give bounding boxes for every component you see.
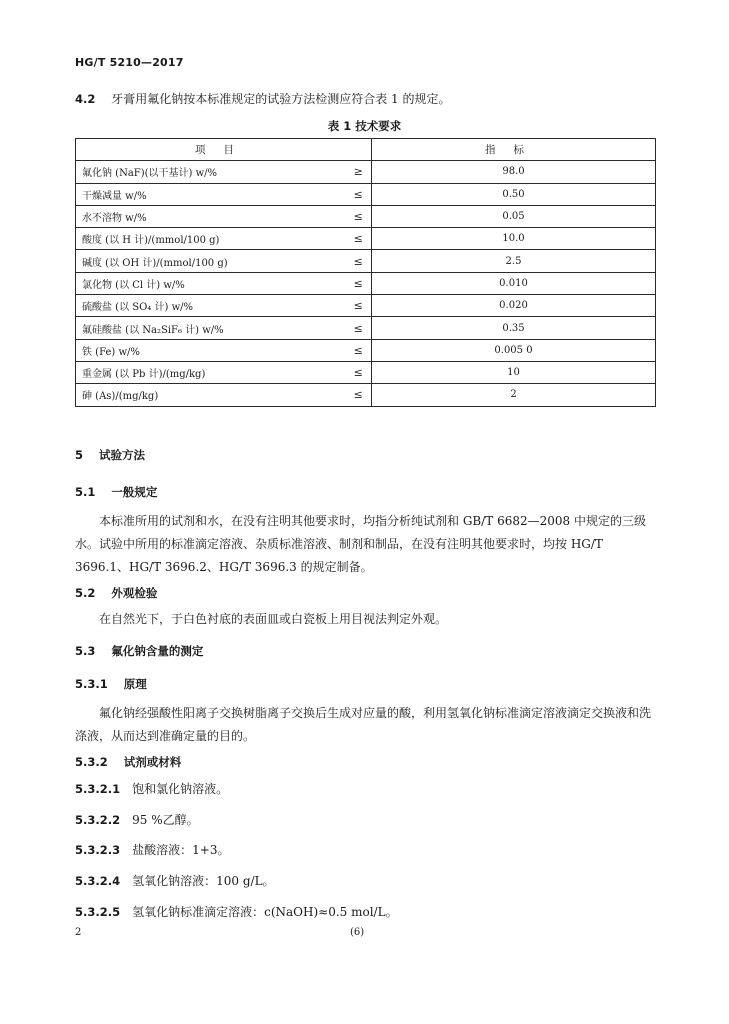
row-item-name: 氯化物 (以 Cl 计) w/%: [76, 272, 346, 294]
row-comparator: ≥: [346, 161, 372, 183]
table-row: [76, 250, 656, 272]
row-comparator: ≤: [346, 205, 372, 227]
row-comparator: ≤: [346, 183, 372, 205]
table-row: [76, 183, 656, 205]
row-item-name: 砷 (As)/(mg/kg): [76, 384, 346, 406]
clause-number: 4.2: [75, 92, 96, 106]
section-5-2-heading: [75, 585, 157, 601]
row-value: 0.35: [372, 317, 656, 339]
section-5-1-body: 本标准所用的试剂和水，在没有注明其他要求时，均指分析纯试剂和 GB/T 6682—2008 中规定的三级水。试验中所用的标准滴定溶液、杂质标准溶液、制剂和制品，在没有注明其他要求时，均按 HG/T 3696.1、HG/T 3696.2、HG/T 3696.3 的规定制备。: [75, 514, 646, 574]
table-row: [76, 228, 656, 250]
section-title: 外观检验: [111, 586, 158, 600]
row-value: 0.010: [372, 272, 656, 294]
row-comparator: ≤: [346, 295, 372, 317]
reagent-item: [75, 872, 275, 889]
row-comparator: ≤: [346, 228, 372, 250]
row-value: 0.005 0: [372, 339, 656, 361]
section-title: 试剂或材料: [123, 755, 182, 769]
reagent-text: 饱和氯化钠溶液。: [132, 782, 229, 796]
clause-4-2: [75, 90, 450, 107]
reagent-number: 5.3.2.4: [75, 874, 121, 888]
section-number: 5.1: [75, 485, 96, 499]
row-comparator: ≤: [346, 272, 372, 294]
section-number: 5.3.1: [75, 677, 108, 691]
reagent-text: 95 %乙醇。: [132, 813, 199, 827]
section-number: 5.2: [75, 586, 96, 600]
table-row: [76, 205, 656, 227]
row-value: 2.5: [372, 250, 656, 272]
row-item-name: 氟硅酸盐 (以 Na₂SiF₆ 计) w/%: [76, 317, 346, 339]
section-title: 试验方法: [99, 448, 146, 462]
section-5-1-heading: [75, 484, 157, 500]
section-5-3-1-heading: [75, 676, 147, 692]
section-number: 5: [75, 448, 84, 462]
reagent-number: 5.3.2.3: [75, 843, 121, 857]
section-5-3-1-body: 氟化钠经强酸性阳离子交换树脂离子交换后生成对应量的酸，利用氢氧化钠标准滴定溶液滴定交换液和洗涤液，从而达到准确定量的目的。: [75, 706, 652, 743]
reagent-item: [75, 903, 398, 920]
clause-text: 牙膏用氟化钠按本标准规定的试验方法检测应符合表 1 的规定。: [111, 92, 451, 106]
row-value: 0.020: [372, 295, 656, 317]
section-number: 5.3.2: [75, 755, 108, 769]
row-value: 10.0: [372, 228, 656, 250]
reagent-text: 氢氧化钠标准滴定溶液：c(NaOH)≈0.5 mol/L。: [132, 905, 398, 919]
row-item-name: 硫酸盐 (以 SO₄ 计) w/%: [76, 295, 346, 317]
table-row: [76, 361, 656, 383]
table-row: [76, 295, 656, 317]
table-body: [76, 161, 656, 406]
header-item: 项目: [76, 139, 372, 161]
reagent-item: [75, 841, 229, 858]
table-caption: 表 1 技术要求: [327, 119, 402, 133]
row-value: 0.50: [372, 183, 656, 205]
table-header-row: [76, 139, 656, 161]
row-comparator: ≤: [346, 361, 372, 383]
row-item-name: 水不溶物 w/%: [76, 205, 346, 227]
table-row: [76, 317, 656, 339]
reagent-text: 氢氧化钠溶液：100 g/L。: [132, 874, 275, 888]
page-number: 2: [75, 927, 82, 938]
row-comparator: ≤: [346, 384, 372, 406]
table-row: [76, 161, 656, 183]
section-title: 一般规定: [111, 485, 158, 499]
standard-code-header: HG/T 5210—2017: [75, 56, 184, 69]
row-value: 98.0: [372, 161, 656, 183]
row-item-name: 重金属 (以 Pb 计)/(mg/kg): [76, 361, 346, 383]
section-title: 氟化钠含量的测定: [111, 644, 204, 658]
row-value: 10: [372, 361, 656, 383]
reagent-number: 5.3.2.1: [75, 782, 121, 796]
row-item-name: 干燥减量 w/%: [76, 183, 346, 205]
table-row: [76, 339, 656, 361]
section-5-2-body: 在自然光下，于白色衬底的表面皿或白瓷板上用目视法判定外观。: [99, 612, 448, 626]
row-comparator: ≤: [346, 250, 372, 272]
reagent-text: 盐酸溶液：1+3。: [132, 843, 230, 857]
row-value: 2: [372, 384, 656, 406]
page-center-mark: (6): [350, 927, 365, 938]
row-value: 0.05: [372, 205, 656, 227]
row-item-name: 酸度 (以 H 计)/(mmol/100 g): [76, 228, 346, 250]
row-item-name: 碱度 (以 OH 计)/(mmol/100 g): [76, 250, 346, 272]
reagent-item: [75, 811, 199, 828]
row-item-name: 铁 (Fe) w/%: [76, 339, 346, 361]
reagent-number: 5.3.2.5: [75, 905, 121, 919]
row-item-name: 氟化钠 (NaF)(以干基计) w/%: [76, 161, 346, 183]
table-row: [76, 272, 656, 294]
section-5-3-heading: [75, 643, 203, 659]
reagent-number: 5.3.2.2: [75, 813, 121, 827]
section-5-heading: [75, 447, 145, 463]
section-5-3-2-heading: [75, 754, 181, 770]
section-title: 原理: [123, 677, 147, 691]
header-value: 指标: [372, 139, 656, 161]
technical-requirements-table: [75, 138, 656, 407]
reagent-item: [75, 780, 228, 797]
section-number: 5.3: [75, 644, 96, 658]
row-comparator: ≤: [346, 339, 372, 361]
table-row: [76, 384, 656, 406]
row-comparator: ≤: [346, 317, 372, 339]
